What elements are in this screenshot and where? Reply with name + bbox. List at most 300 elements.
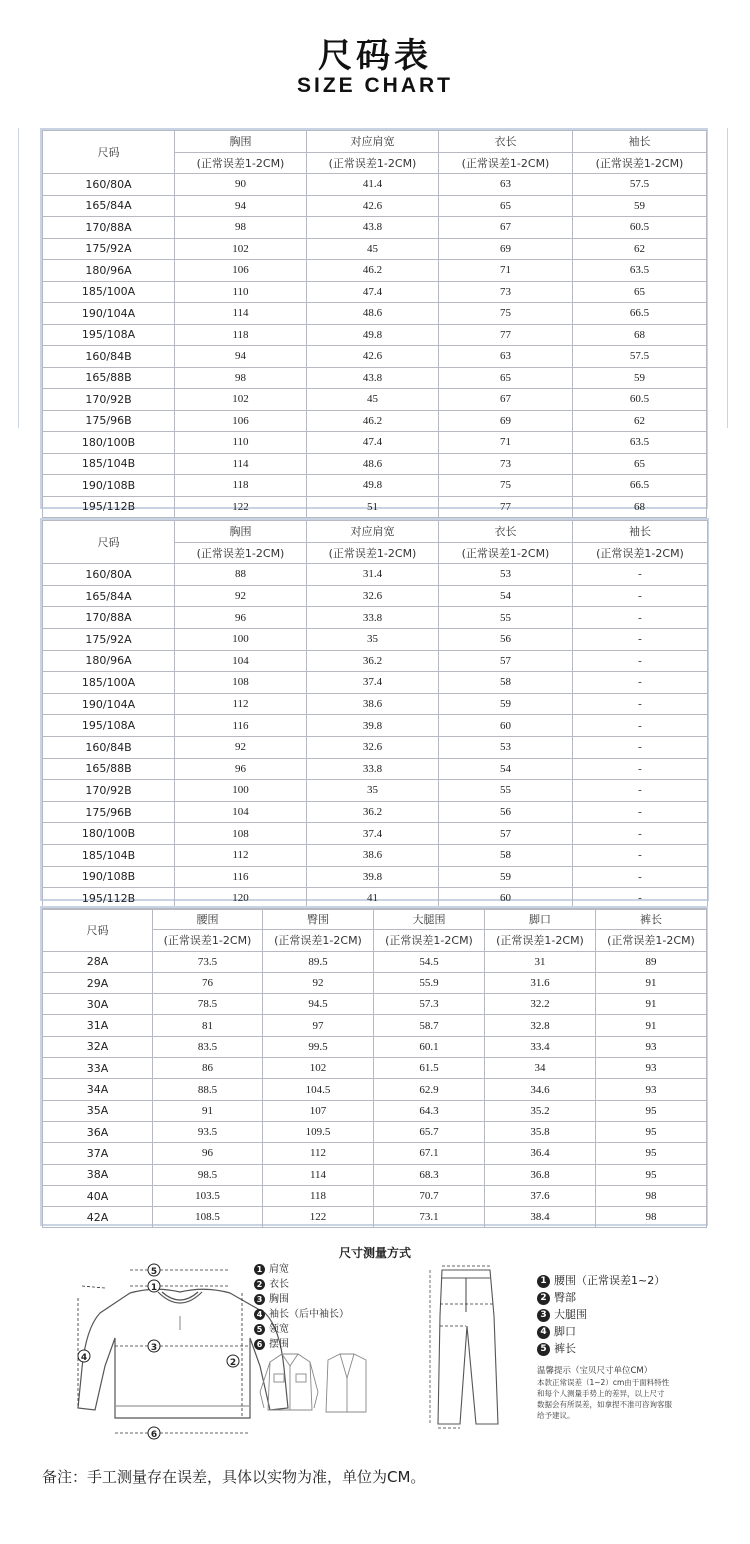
value-cell: 31 bbox=[485, 951, 596, 972]
value-cell: 63 bbox=[439, 346, 573, 368]
size-cell: 160/84B bbox=[43, 736, 175, 758]
value-cell: 90 bbox=[175, 174, 307, 196]
value-cell: 56 bbox=[439, 801, 573, 823]
value-cell: 93.5 bbox=[153, 1121, 263, 1142]
value-cell: 37.4 bbox=[307, 823, 439, 845]
value-cell: 106 bbox=[175, 260, 307, 282]
measure-list-item bbox=[254, 1277, 349, 1292]
svg-text:4: 4 bbox=[80, 1353, 88, 1363]
table-row bbox=[43, 1121, 707, 1142]
value-cell: 43.8 bbox=[307, 367, 439, 389]
column-header-cell: 腰围 bbox=[153, 909, 263, 930]
value-cell: 102 bbox=[175, 389, 307, 411]
value-cell: 73.1 bbox=[374, 1207, 485, 1228]
table-row bbox=[43, 1058, 707, 1079]
size-chart-title-en: SIZE CHART bbox=[297, 74, 453, 97]
value-cell: 37.6 bbox=[485, 1185, 596, 1206]
table-row bbox=[43, 672, 708, 694]
value-cell: 59 bbox=[573, 195, 707, 217]
value-cell: 36.8 bbox=[485, 1164, 596, 1185]
value-cell: 118 bbox=[263, 1185, 374, 1206]
value-cell: 47.4 bbox=[307, 281, 439, 303]
value-cell: 110 bbox=[175, 281, 307, 303]
top-measure-list bbox=[254, 1262, 349, 1352]
tolerance-cell: (正常误差1-2CM) bbox=[175, 542, 307, 564]
left-guide-line bbox=[18, 128, 19, 428]
measure-list-label: 裤长 bbox=[554, 1342, 576, 1355]
tip-line: 数据会有所误差，如拿捏不准可咨询客服 bbox=[537, 1400, 672, 1409]
table-row bbox=[43, 844, 708, 866]
value-cell: 54.5 bbox=[374, 951, 485, 972]
table-row bbox=[43, 324, 707, 346]
value-cell: 95 bbox=[596, 1121, 707, 1142]
measure-list-label: 腰围（正常误差1~2） bbox=[554, 1274, 666, 1287]
value-cell: 122 bbox=[263, 1207, 374, 1228]
value-cell: 43.8 bbox=[307, 217, 439, 239]
table-row bbox=[43, 389, 707, 411]
value-cell: 95 bbox=[596, 1100, 707, 1121]
value-cell: 103.5 bbox=[153, 1185, 263, 1206]
number-badge-icon: 3 bbox=[537, 1309, 550, 1322]
value-cell: 91 bbox=[596, 994, 707, 1015]
table-row bbox=[43, 496, 707, 518]
size-cell: 170/92B bbox=[43, 389, 175, 411]
value-cell: 38.6 bbox=[307, 693, 439, 715]
value-cell: 89 bbox=[596, 951, 707, 972]
column-header-cell: 胸围 bbox=[175, 131, 307, 153]
column-header-cell: 脚口 bbox=[485, 909, 596, 930]
value-cell: 61.5 bbox=[374, 1058, 485, 1079]
value-cell: 33.4 bbox=[485, 1036, 596, 1057]
size-cell: 36A bbox=[43, 1121, 153, 1142]
value-cell: 94 bbox=[175, 195, 307, 217]
value-cell: 70.7 bbox=[374, 1185, 485, 1206]
value-cell: 86 bbox=[153, 1058, 263, 1079]
value-cell: - bbox=[573, 715, 708, 737]
size-cell: 28A bbox=[43, 951, 153, 972]
size-cell: 33A bbox=[43, 1058, 153, 1079]
tolerance-cell: (正常误差1-2CM) bbox=[374, 930, 485, 951]
value-cell: - bbox=[573, 888, 708, 910]
size-cell: 185/104B bbox=[43, 844, 175, 866]
value-cell: 91 bbox=[153, 1100, 263, 1121]
table-row bbox=[43, 1036, 707, 1057]
table-row bbox=[43, 994, 707, 1015]
column-header-cell: 臀围 bbox=[263, 909, 374, 930]
number-badge-icon: 1 bbox=[537, 1275, 550, 1288]
table-row bbox=[43, 972, 707, 993]
measure-list-label: 肩宽 bbox=[269, 1264, 289, 1275]
size-cell: 165/88B bbox=[43, 758, 175, 780]
value-cell: 112 bbox=[175, 844, 307, 866]
table-row bbox=[43, 195, 707, 217]
value-cell: 67 bbox=[439, 217, 573, 239]
tip-line: 温馨提示（宝贝尺寸单位CM） bbox=[537, 1366, 653, 1376]
value-cell: 54 bbox=[439, 758, 573, 780]
value-cell: 93 bbox=[596, 1058, 707, 1079]
size-cell: 35A bbox=[43, 1100, 153, 1121]
value-cell: 68 bbox=[573, 496, 707, 518]
value-cell: 96 bbox=[153, 1143, 263, 1164]
column-header-cell: 衣长 bbox=[439, 521, 573, 543]
table-row bbox=[43, 715, 708, 737]
value-cell: 39.8 bbox=[307, 715, 439, 737]
value-cell: 60 bbox=[439, 715, 573, 737]
value-cell: 114 bbox=[175, 303, 307, 325]
column-header-cell: 对应肩宽 bbox=[307, 131, 439, 153]
value-cell: 71 bbox=[439, 432, 573, 454]
value-cell: 114 bbox=[263, 1164, 374, 1185]
table-row bbox=[43, 432, 707, 454]
value-cell: 45 bbox=[307, 238, 439, 260]
size-cell: 175/92A bbox=[43, 628, 175, 650]
value-cell: 31.6 bbox=[485, 972, 596, 993]
value-cell: 94 bbox=[175, 346, 307, 368]
size-cell: 160/80A bbox=[43, 174, 175, 196]
value-cell: - bbox=[573, 801, 708, 823]
size-cell: 40A bbox=[43, 1185, 153, 1206]
size-cell: 175/96B bbox=[43, 801, 175, 823]
number-badge-icon: 6 bbox=[254, 1339, 265, 1350]
measure-list-item bbox=[254, 1322, 349, 1337]
value-cell: 60.1 bbox=[374, 1036, 485, 1057]
number-badge-icon: 5 bbox=[537, 1343, 550, 1356]
value-cell: 33.8 bbox=[307, 758, 439, 780]
measure-tip bbox=[537, 1366, 697, 1421]
value-cell: 81 bbox=[153, 1015, 263, 1036]
value-cell: 49.8 bbox=[307, 475, 439, 497]
size-cell: 160/80A bbox=[43, 564, 175, 586]
measure-list-label: 摆围 bbox=[269, 1339, 289, 1350]
table-row bbox=[43, 1079, 707, 1100]
measure-list-label: 衣长 bbox=[269, 1279, 289, 1290]
value-cell: 104 bbox=[175, 650, 307, 672]
value-cell: 108.5 bbox=[153, 1207, 263, 1228]
size-cell: 32A bbox=[43, 1036, 153, 1057]
value-cell: 99.5 bbox=[263, 1036, 374, 1057]
tip-line: 和每个人测量手势上的差异，以上尺寸 bbox=[537, 1389, 665, 1398]
value-cell: - bbox=[573, 823, 708, 845]
table-row bbox=[43, 410, 707, 432]
table-header-row bbox=[43, 909, 707, 930]
table-row bbox=[43, 866, 708, 888]
value-cell: 48.6 bbox=[307, 453, 439, 475]
value-cell: 94.5 bbox=[263, 994, 374, 1015]
value-cell: 91 bbox=[596, 1015, 707, 1036]
value-cell: 48.6 bbox=[307, 303, 439, 325]
value-cell: 35 bbox=[307, 628, 439, 650]
value-cell: 57.3 bbox=[374, 994, 485, 1015]
value-cell: 33.8 bbox=[307, 607, 439, 629]
value-cell: 55 bbox=[439, 607, 573, 629]
value-cell: 35.8 bbox=[485, 1121, 596, 1142]
top-size-table-2 bbox=[42, 520, 708, 910]
value-cell: 42.6 bbox=[307, 346, 439, 368]
size-cell: 37A bbox=[43, 1143, 153, 1164]
tip-line: 本款正常误差（1~2）cm由于面料特性 bbox=[537, 1378, 670, 1387]
value-cell: 116 bbox=[175, 715, 307, 737]
value-cell: 66.5 bbox=[573, 303, 707, 325]
measure-list-item bbox=[537, 1306, 665, 1323]
value-cell: 36.2 bbox=[307, 801, 439, 823]
size-cell: 180/100B bbox=[43, 432, 175, 454]
value-cell: 31.4 bbox=[307, 564, 439, 586]
size-cell: 185/100A bbox=[43, 281, 175, 303]
value-cell: 67.1 bbox=[374, 1143, 485, 1164]
table-row bbox=[43, 823, 708, 845]
value-cell: - bbox=[573, 693, 708, 715]
size-header-cell: 尺码 bbox=[43, 521, 175, 564]
value-cell: 73 bbox=[439, 281, 573, 303]
value-cell: 60.5 bbox=[573, 217, 707, 239]
value-cell: 95 bbox=[596, 1164, 707, 1185]
value-cell: 65 bbox=[439, 195, 573, 217]
value-cell: - bbox=[573, 607, 708, 629]
value-cell: 63.5 bbox=[573, 260, 707, 282]
value-cell: 75 bbox=[439, 475, 573, 497]
measure-list-label: 胸围 bbox=[269, 1294, 289, 1305]
value-cell: 98 bbox=[175, 367, 307, 389]
value-cell: - bbox=[573, 736, 708, 758]
value-cell: 32.6 bbox=[307, 585, 439, 607]
tolerance-cell: (正常误差1-2CM) bbox=[573, 542, 708, 564]
value-cell: 96 bbox=[175, 607, 307, 629]
size-cell: 195/108A bbox=[43, 715, 175, 737]
value-cell: 32.2 bbox=[485, 994, 596, 1015]
value-cell: - bbox=[573, 780, 708, 802]
footer-note: 备注：手工测量存在误差，具体以实物为准，单位为CM。 bbox=[42, 1468, 426, 1486]
value-cell: 35 bbox=[307, 780, 439, 802]
column-header-cell: 衣长 bbox=[439, 131, 573, 153]
table-row bbox=[43, 1164, 707, 1185]
value-cell: 68.3 bbox=[374, 1164, 485, 1185]
value-cell: 98.5 bbox=[153, 1164, 263, 1185]
top-size-table-1 bbox=[42, 130, 707, 518]
value-cell: 91 bbox=[596, 972, 707, 993]
measure-list-item bbox=[254, 1307, 349, 1322]
value-cell: 102 bbox=[175, 238, 307, 260]
table-row bbox=[43, 1207, 707, 1228]
value-cell: 93 bbox=[596, 1036, 707, 1057]
measure-list-item bbox=[537, 1289, 665, 1306]
value-cell: 77 bbox=[439, 496, 573, 518]
size-cell: 38A bbox=[43, 1164, 153, 1185]
table-row bbox=[43, 585, 708, 607]
value-cell: 68 bbox=[573, 324, 707, 346]
value-cell: 100 bbox=[175, 628, 307, 650]
value-cell: 45 bbox=[307, 389, 439, 411]
value-cell: 62.9 bbox=[374, 1079, 485, 1100]
value-cell: 63 bbox=[439, 174, 573, 196]
value-cell: 42.6 bbox=[307, 195, 439, 217]
value-cell: 110 bbox=[175, 432, 307, 454]
number-badge-icon: 1 bbox=[254, 1264, 265, 1275]
value-cell: 39.8 bbox=[307, 866, 439, 888]
value-cell: 36.2 bbox=[307, 650, 439, 672]
size-cell: 180/100B bbox=[43, 823, 175, 845]
size-cell: 165/84A bbox=[43, 195, 175, 217]
value-cell: 66.5 bbox=[573, 475, 707, 497]
table-row bbox=[43, 1185, 707, 1206]
table-row bbox=[43, 238, 707, 260]
table-row bbox=[43, 475, 707, 497]
size-cell: 30A bbox=[43, 994, 153, 1015]
size-cell: 160/84B bbox=[43, 346, 175, 368]
value-cell: 109.5 bbox=[263, 1121, 374, 1142]
value-cell: - bbox=[573, 844, 708, 866]
table-row bbox=[43, 217, 707, 239]
column-header-cell: 大腿围 bbox=[374, 909, 485, 930]
value-cell: 38.6 bbox=[307, 844, 439, 866]
tip-line: 给予建议。 bbox=[537, 1411, 575, 1420]
size-cell: 180/96A bbox=[43, 650, 175, 672]
value-cell: 100 bbox=[175, 780, 307, 802]
tolerance-cell: (正常误差1-2CM) bbox=[439, 152, 573, 174]
value-cell: 64.3 bbox=[374, 1100, 485, 1121]
value-cell: 78.5 bbox=[153, 994, 263, 1015]
size-cell: 190/104A bbox=[43, 693, 175, 715]
value-cell: 104 bbox=[175, 801, 307, 823]
value-cell: 73 bbox=[439, 453, 573, 475]
value-cell: 62 bbox=[573, 410, 707, 432]
value-cell: - bbox=[573, 585, 708, 607]
number-badge-icon: 2 bbox=[254, 1279, 265, 1290]
measure-list-label: 臀部 bbox=[554, 1291, 576, 1304]
tolerance-cell: (正常误差1-2CM) bbox=[596, 930, 707, 951]
svg-text:6: 6 bbox=[150, 1430, 158, 1440]
value-cell: 88 bbox=[175, 564, 307, 586]
jacket-sketch-icon bbox=[258, 1348, 368, 1428]
value-cell: 41 bbox=[307, 888, 439, 910]
table-row bbox=[43, 303, 707, 325]
value-cell: 65 bbox=[573, 281, 707, 303]
value-cell: 62 bbox=[573, 238, 707, 260]
size-cell: 190/104A bbox=[43, 303, 175, 325]
measure-list-item bbox=[537, 1323, 665, 1340]
value-cell: - bbox=[573, 672, 708, 694]
size-cell: 165/84A bbox=[43, 585, 175, 607]
number-badge-icon: 3 bbox=[254, 1294, 265, 1305]
value-cell: 97 bbox=[263, 1015, 374, 1036]
measure-list-label: 脚口 bbox=[554, 1325, 576, 1338]
value-cell: 54 bbox=[439, 585, 573, 607]
value-cell: 46.2 bbox=[307, 410, 439, 432]
value-cell: 38.4 bbox=[485, 1207, 596, 1228]
value-cell: 57.5 bbox=[573, 174, 707, 196]
size-cell: 170/88A bbox=[43, 217, 175, 239]
value-cell: 108 bbox=[175, 672, 307, 694]
value-cell: 95 bbox=[596, 1143, 707, 1164]
value-cell: 65.7 bbox=[374, 1121, 485, 1142]
size-header-cell: 尺码 bbox=[43, 131, 175, 174]
value-cell: 32.8 bbox=[485, 1015, 596, 1036]
column-header-cell: 胸围 bbox=[175, 521, 307, 543]
svg-text:3: 3 bbox=[150, 1343, 158, 1353]
tolerance-cell: (正常误差1-2CM) bbox=[307, 152, 439, 174]
value-cell: 46.2 bbox=[307, 260, 439, 282]
measure-list-label: 袖长（后中袖长） bbox=[269, 1309, 349, 1320]
value-cell: 108 bbox=[175, 823, 307, 845]
tolerance-cell: (正常误差1-2CM) bbox=[439, 542, 573, 564]
value-cell: 69 bbox=[439, 238, 573, 260]
size-cell: 185/104B bbox=[43, 453, 175, 475]
number-badge-icon: 2 bbox=[537, 1292, 550, 1305]
table-row bbox=[43, 628, 708, 650]
tolerance-cell: (正常误差1-2CM) bbox=[485, 930, 596, 951]
column-header-cell: 裤长 bbox=[596, 909, 707, 930]
size-cell: 195/112B bbox=[43, 888, 175, 910]
value-cell: 58.7 bbox=[374, 1015, 485, 1036]
table-row bbox=[43, 607, 708, 629]
tolerance-cell: (正常误差1-2CM) bbox=[175, 152, 307, 174]
value-cell: 36.4 bbox=[485, 1143, 596, 1164]
value-cell: 77 bbox=[439, 324, 573, 346]
table-row bbox=[43, 1100, 707, 1121]
value-cell: 92 bbox=[175, 585, 307, 607]
table-row bbox=[43, 281, 707, 303]
tolerance-cell: (正常误差1-2CM) bbox=[573, 152, 707, 174]
value-cell: 89.5 bbox=[263, 951, 374, 972]
table-row bbox=[43, 564, 708, 586]
size-header-cell: 尺码 bbox=[43, 909, 153, 952]
svg-text:2: 2 bbox=[229, 1358, 237, 1368]
size-cell: 195/108A bbox=[43, 324, 175, 346]
right-guide-line bbox=[727, 128, 728, 428]
value-cell: 92 bbox=[175, 736, 307, 758]
number-badge-icon: 4 bbox=[254, 1309, 265, 1320]
value-cell: 32.6 bbox=[307, 736, 439, 758]
table-row bbox=[43, 758, 708, 780]
table-header-row bbox=[43, 521, 708, 543]
value-cell: 83.5 bbox=[153, 1036, 263, 1057]
column-header-cell: 袖长 bbox=[573, 521, 708, 543]
value-cell: 112 bbox=[263, 1143, 374, 1164]
table-row bbox=[43, 951, 707, 972]
value-cell: 73.5 bbox=[153, 951, 263, 972]
value-cell: - bbox=[573, 866, 708, 888]
value-cell: 58 bbox=[439, 672, 573, 694]
size-cell: 34A bbox=[43, 1079, 153, 1100]
value-cell: 93 bbox=[596, 1079, 707, 1100]
value-cell: - bbox=[573, 628, 708, 650]
value-cell: 69 bbox=[439, 410, 573, 432]
value-cell: 98 bbox=[596, 1185, 707, 1206]
table-row bbox=[43, 174, 707, 196]
size-cell: 190/108B bbox=[43, 866, 175, 888]
value-cell: 98 bbox=[596, 1207, 707, 1228]
value-cell: 56 bbox=[439, 628, 573, 650]
size-cell: 180/96A bbox=[43, 260, 175, 282]
value-cell: 65 bbox=[573, 453, 707, 475]
value-cell: 55 bbox=[439, 780, 573, 802]
size-cell: 175/96B bbox=[43, 410, 175, 432]
size-cell: 170/92B bbox=[43, 780, 175, 802]
size-chart-title-zh: 尺码表 bbox=[318, 36, 432, 76]
table-row bbox=[43, 780, 708, 802]
size-cell: 175/92A bbox=[43, 238, 175, 260]
table-row bbox=[43, 367, 707, 389]
size-cell: 195/112B bbox=[43, 496, 175, 518]
value-cell: 98 bbox=[175, 217, 307, 239]
value-cell: 112 bbox=[175, 693, 307, 715]
value-cell: 51 bbox=[307, 496, 439, 518]
value-cell: 114 bbox=[175, 453, 307, 475]
value-cell: 55.9 bbox=[374, 972, 485, 993]
measure-list-item bbox=[537, 1340, 665, 1357]
table-row bbox=[43, 736, 708, 758]
value-cell: 49.8 bbox=[307, 324, 439, 346]
table-row bbox=[43, 453, 707, 475]
